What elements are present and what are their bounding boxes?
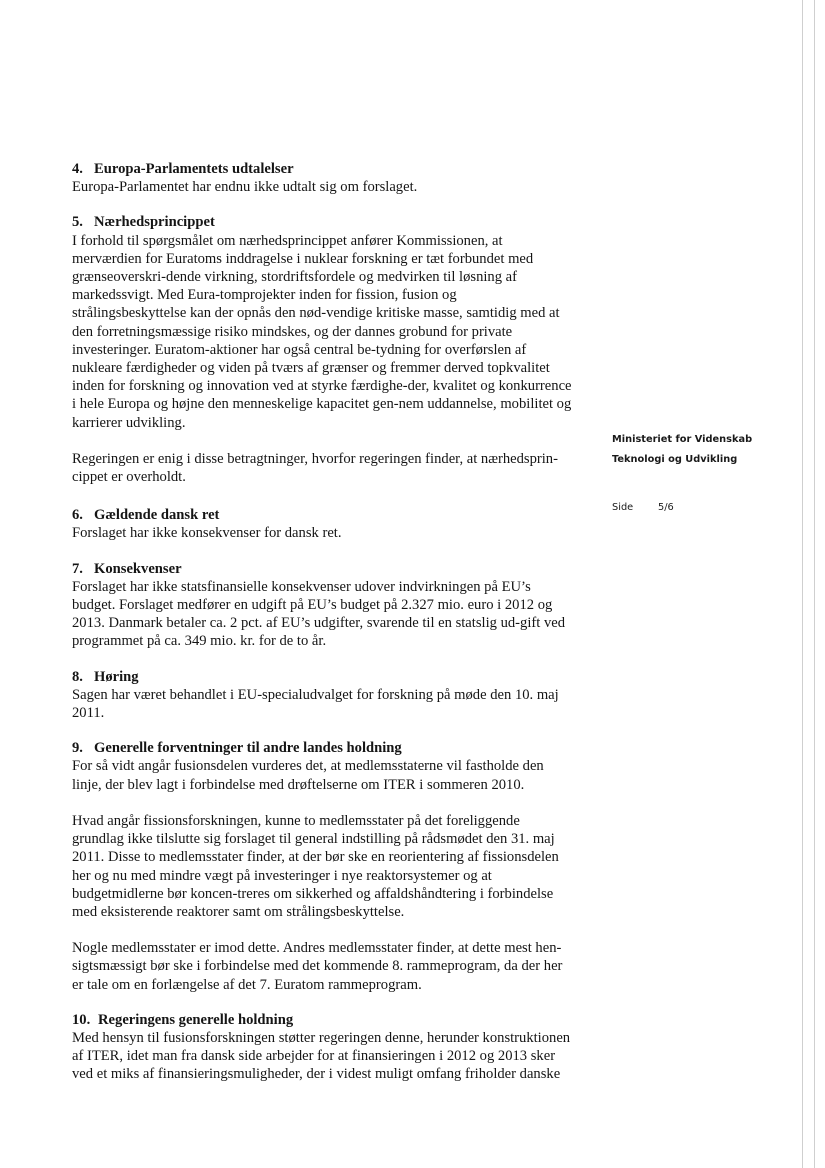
paragraph: Hvad angår fissionsforskningen, kunne to medlemsstater på det foreliggende grundlag ikke tilslutte sig forslaget til general indstilling på rådsmødet den 31. maj 2011. Disse to medlemsstater finder, at der bør ske en reorientering af fissionsdelen her og nu med mindre vægt på investeringer i nye reaktorsystemer og at budgetmidlerne bør koncen-treres om sikkerhed og affaldshåndtering i forbindelse med eksisterende reaktorer samt om strålingsbeskyttelse. [72, 812, 559, 920]
section-heading [72, 213, 572, 231]
section-number: 9. [72, 740, 83, 757]
section-title: Nærhedsprincippet [94, 214, 215, 231]
section-number: 6. [72, 507, 83, 524]
section-heading [72, 739, 572, 757]
sidebar [612, 430, 792, 518]
section-8 [72, 668, 572, 723]
section-number: 7. [72, 560, 83, 577]
page-indicator [612, 498, 792, 518]
section-title: Gældende dansk ret [94, 507, 220, 524]
scan-edge-line [802, 0, 803, 1168]
section-title: Generelle forventninger til andre landes holdning [94, 740, 402, 757]
section-number: 5. [72, 214, 83, 231]
paragraph: Forslaget har ikke konsekvenser for dansk ret. [72, 525, 342, 542]
section-heading [72, 1011, 572, 1029]
section-title: Regeringens generelle holdning [98, 1011, 294, 1028]
section-9 [72, 739, 572, 993]
paragraph: Regeringen er enig i disse betragtninger, hvorfor regeringen finder, at nærhedsprin-cippet er overholdt. [72, 450, 558, 486]
ministry-name-line2: Teknologi og Udvikling [612, 454, 738, 465]
section-10 [72, 1011, 572, 1084]
paragraph: For så vidt angår fusionsdelen vurderes det, at medlemsstaterne vil fastholde den linje, der blev lagt i forbindelse med drøftelserne om ITER i sommeren 2010. [72, 758, 544, 793]
section-6 [72, 506, 572, 542]
section-7 [72, 560, 572, 651]
paragraph: Forslaget har ikke statsfinansielle konsekvenser udover indvirkningen på EU’s budget. Forslaget medfører en udgift på EU’s budget på 2.327 mio. euro i 2012 og 2013. Danmark betaler ca. 2 pct. af EU’s udgifter, svarende til en statslig ud-gift ved programmet på ca. 349 mio. kr. for de to år. [72, 578, 566, 650]
paragraph: Europa-Parlamentet har endnu ikke udtalt sig om forslaget. [72, 179, 418, 196]
section-heading [72, 160, 572, 178]
section-title: Europa-Parlamentets udtalelser [94, 161, 294, 177]
section-title: Høring [94, 668, 139, 685]
section-number: 4. [72, 161, 83, 177]
paragraph: I forhold til spørgsmålet om nærhedsprincippet anfører Kommissionen, at merværdien for Euratoms inddragelse i nuklear forskning er tæt forbundet med grænseoverskri-dende virkning, stordriftsfordele og medvirken til løsning af markedssvigt. Med Eura-tomprojekter inden for fission, fusion og strålingsbeskyttelse kan der opnås den nød-vendige kritiske masse, samtidig med at den forretningsmæssige risiko mindskes, og der dannes grobund for private investeringer. Euratom-aktioner har også central be-tydning for overførslen af nukleare færdigheder og viden på tværs af grænser og fremmer derved topkvalitet inden for forskning og innovation ved at styrke færdighe-der, kvalitet og konkurrence i hele Europa og højne den menneskelige kapacitet gen-nem uddannelse, mobilitet og karrierer udvikling. [72, 232, 572, 431]
section-heading [72, 560, 572, 578]
section-heading [72, 506, 572, 524]
scan-edge-line [814, 0, 815, 1168]
section-4 [72, 160, 572, 196]
page-number: 5/6 [658, 502, 674, 513]
section-5 [72, 213, 572, 486]
ministry-name-line1: Ministeriet for Videnskab [612, 434, 753, 445]
main-text-column [72, 160, 572, 1084]
paragraph: Med hensyn til fusionsforskningen støtter regeringen denne, herunder konstruktionen af ITER, idet man fra dansk side arbejder for at finansieringen i 2012 og 2013 sker ved et miks af finansieringsmuligheder, der i videst muligt omfang friholder danske [72, 1029, 571, 1083]
section-number: 8. [72, 668, 83, 685]
section-number: 10. [72, 1011, 91, 1028]
section-heading [72, 668, 572, 686]
paragraph: Nogle medlemsstater er imod dette. Andres medlemsstater finder, at dette mest hen-sigtsmæssigt bør ske i forbindelse med det kommende 8. rammeprogram, da der her er tale om en forlængelse af det 7. Euratom rammeprogram. [72, 940, 563, 993]
page-label: Side [612, 502, 634, 513]
section-title: Konsekvenser [94, 560, 182, 577]
paragraph: Sagen har været behandlet i EU-specialudvalget for forskning på møde den 10. maj 2011. [72, 686, 559, 722]
